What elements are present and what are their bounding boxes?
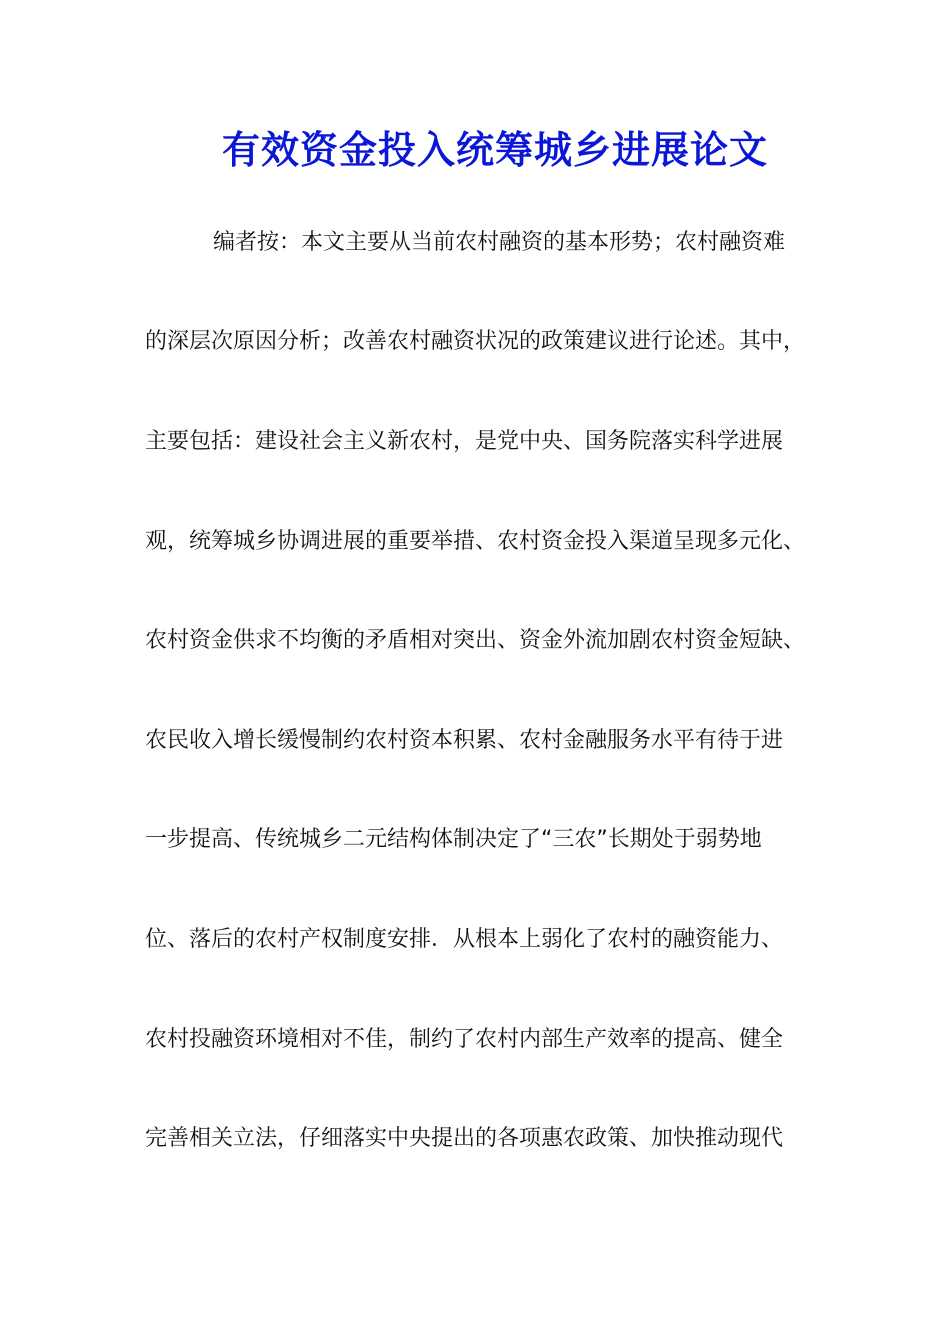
paragraph-line-10: 完善相关立法，仔细落实中央提出的各项惠农政策、加快推动现代 [145,1126,784,1151]
paragraph-line-9: 农村投融资环境相对不佳，制约了农村内部生产效率的提高、健全 [145,1027,784,1052]
paragraph-line-3: 主要包括：建设社会主义新农村，是党中央、国务院落实科学进展 [145,429,784,454]
paragraph-line-6: 农民收入增长缓慢制约农村资本积累、农村金融服务水平有待于进 [145,728,784,753]
document-title: 有效资金投入统筹城乡进展论文 [221,127,768,172]
paragraph-line-7: 一步提高、传统城乡二元结构体制决定了“三农”长期处于弱势地 [145,827,762,852]
paragraph-line-1: 编者按：本文主要从当前农村融资的基本形势；农村融资难 [213,230,786,255]
paragraph-line-4: 观，统筹城乡协调进展的重要举措、农村资金投入渠道呈现多元化、 [145,529,806,554]
paragraph-line-2: 的深层次原因分析；改善农村融资状况的政策建议进行论述。其中， [145,329,806,354]
paragraph-line-8: 位、落后的农村产权制度安排．从根本上弱化了农村的融资能力、 [145,927,784,952]
paragraph-line-5: 农村资金供求不均衡的矛盾相对突出、资金外流加剧农村资金短缺、 [145,628,806,653]
